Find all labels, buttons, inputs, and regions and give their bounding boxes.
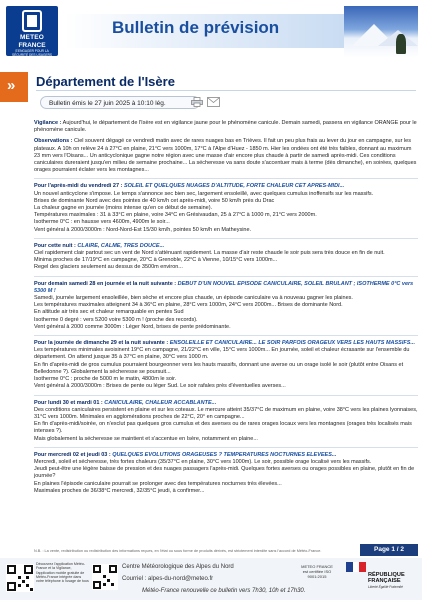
page-footer xyxy=(0,558,422,600)
forecast-block xyxy=(34,340,418,390)
bulletin-content xyxy=(34,120,418,499)
forecast-line: En altitude air très sec et chaleur remarquable en pentes Sud xyxy=(34,309,184,316)
forecast-line: Les températures maximales atteignent 34 à 36°C en plaine, 28°C vers 1000m, 24°C vers 2000m... Brises de dominante Nord. xyxy=(34,302,343,309)
issued-date: Bulletin émis le 27 juin 2025 à 10:10 lég. xyxy=(40,96,200,109)
forecast-block xyxy=(34,281,418,331)
forecast-heading: Pour la journée de dimanche 29 et la nuit suivante : xyxy=(34,340,170,347)
forecast-heading: Pour lundi 30 et mardi 01 : xyxy=(34,399,105,406)
mail-icon[interactable] xyxy=(207,97,220,107)
section-arrow-icon: » xyxy=(0,72,28,102)
print-icon[interactable] xyxy=(191,97,203,107)
forecast-block xyxy=(34,243,418,272)
divider xyxy=(34,395,418,396)
logo-mark-icon xyxy=(22,10,42,32)
republic-motto: Liberté Égalité Fraternité xyxy=(368,585,403,589)
legal-notice: N.B. : La vente, redistribution ou redistribution des informations reçues, en l'état ou sous forme de produits dérivés, est strictement interdite sans l'accord de Météo-France. xyxy=(34,549,322,553)
observations-paragraph xyxy=(34,138,418,174)
divider xyxy=(34,335,418,336)
forecast-line: Maximales proches de 36/38°C mercredi, 32/35°C jeudi, à confirmer... xyxy=(34,487,205,494)
logo-line1: METEO xyxy=(19,34,45,41)
forecast-line: La chaleur gagne en journée (moins intense qu'en ce début de semaine). xyxy=(34,205,213,212)
page-number: Page 1 / 2 xyxy=(360,544,418,556)
forecast-line: En plaines l'épisode caniculaire pourrait se prolonger avec des températures nocturnes très élevées... xyxy=(34,480,282,487)
page-header xyxy=(0,0,422,62)
vigilance-paragraph xyxy=(34,120,418,134)
header-photo xyxy=(344,6,418,58)
iso-certification: METEO FRANCE est certifiée ISO 9001:2015 xyxy=(301,564,333,579)
app-promo-text: Découvrez l'application Météo-France et la Vigilance, l'application mobile gratuite de Météo-France intégrée dans votre téléphone à l'usage de tous xyxy=(36,562,89,584)
forecast-center-name: Centre Météorologique des Alpes du Nord xyxy=(122,564,234,570)
divider xyxy=(34,238,418,239)
vigilance-label: Vigilance : xyxy=(34,120,62,126)
forecast-line: Regel des glaciers seulement au dessus de 3500m environ... xyxy=(34,264,183,271)
meteo-france-logo xyxy=(6,6,58,56)
forecast-block xyxy=(34,400,418,443)
forecast-line: Mais globalement la sécheresse se maintient et s'accentue en Isère, notamment en plaine... xyxy=(34,435,258,442)
forecast-headline: SOLEIL ET QUELQUES NUAGES D'ALTITUDE, FORTE CHALEUR CET APRES-MIDI... xyxy=(123,183,345,190)
forecast-line: Vent général à 2000/3000m : Nord-Nord-Est 15/30 km/h, pointes 50 km/h en Matheysine. xyxy=(34,226,252,233)
forecast-headline: QUELQUES EVOLUTIONS ORAGEUSES ? TEMPERATURES NOCTURNES ELEVEES... xyxy=(112,451,337,458)
divider xyxy=(34,447,418,448)
republic-line2: FRANÇAISE xyxy=(368,578,401,584)
republic-line1: RÉPUBLIQUE xyxy=(368,572,405,578)
forecast-heading: Pour l'après-midi du vendredi 27 : xyxy=(34,183,124,190)
logo-tagline: S'ENGAGER POUR LA SÉCURITÉ DES USAGERS xyxy=(11,49,53,57)
divider xyxy=(36,90,416,91)
republique-francaise-logo xyxy=(346,562,418,596)
forecast-line: Mercredi, soleil et sécheresse, très fortes chaleurs (35/37°C en plaine, 30°C vers 1000m). Le soir, possible orage localisé vers les massifs. xyxy=(34,458,372,465)
observations-text: Ciel souvent dégagé ce vendredi matin avec de rares nuages bas en Trièves. Il fait un peu plus frais au lever du jour en campagne, sur les plateaux. A 10h on relève 24 à 27°C en plaine, 21°C vers 1000m, 17°C à l'Alpe d'Huez - 1850 m. Hier les ondées ont été très faibles, donnant au maximum 23 mm vers l'Oisans... Un anticyclonique gagne notre région avec une masse d'air encore plus chaude à partir de samedi après-midi. Ces conditions caniculaires dureraient jusqu'en milieu de semaine prochaine... La sécheresse va sans doute s'accentuer mais à terme (dès dimanche), en soirées, quelques orages pourraient éclater vers les montagnes... xyxy=(34,138,417,174)
forecast-line: En fin d'après-midi/soirée, on n'exclut pas quelques gros cumulus et des averses ou de rares orages locaux vers les montagnes (orages très localisés mais intenses ?). xyxy=(34,421,412,435)
forecast-line: Les températures minimales avoisinent 19°C en campagne, 21/22°C en ville, 15°C vers 1000m... En journée, soleil et chaleur écrasante sur l'ensemble du département. On attend jusque 35 à 37°C en plaine, 30°C vers 1000 m. xyxy=(34,347,410,361)
forecast-line: Isotherme 0 degré : vers 5200 voire 5300 m ! (proche des records). xyxy=(34,316,198,323)
divider xyxy=(34,178,418,179)
forecast-headline: ENSOLEILLE ET CANICULAIRE... LE SOIR PARFOIS ORAGEUX VERS LES HAUTS MASSIFS... xyxy=(169,340,415,347)
department-title: Département de l'Isère xyxy=(36,74,175,89)
contact-email[interactable]: Courriel : alpes-du-nord@meteo.fr xyxy=(122,576,214,582)
forecast-line: Des conditions caniculaires persistent en plaine et sur les coteaux. Le mercure atteint 35/37°C de maximum en plaine, voire 38°C vers les plaines lyonnaises, 31°C vers 1000m. Minimales en agglomérations proches de 22°C, 20° en campagne... xyxy=(34,406,418,420)
forecast-line: Températures maximales : 31 à 33°C en plaine, voire 34°C en Grésivaudan, 25 à 27°C à 1000 m, 21°C vers 2000m. xyxy=(34,212,317,219)
forecast-block xyxy=(34,452,418,495)
app-qr-code-icon[interactable] xyxy=(6,564,34,592)
forecast-line: Samedi, journée largement ensoleillée, bien sèche et encore plus chaude, un épisode caniculaire va à nouveau gagner les plaines. xyxy=(34,295,353,302)
forecast-heading: Pour demain samedi 28 en journée et la nuit suivante : xyxy=(34,280,178,287)
french-flag-icon xyxy=(346,562,366,572)
forecast-line: Minima proches de 17/19°C en campagne, 20°C à Grenoble, 22°C à Vienne, 10/15°C vers 1000m... xyxy=(34,257,278,264)
page-title: Bulletin de prévision xyxy=(112,18,280,37)
forecast-line: Vent général à 2000 comme 3000m : Léger Nord, brises de pente prédominante. xyxy=(34,323,231,330)
forecast-headline: DEBUT D'UN NOUVEL EPISODE CANICULAIRE, SOLEIL BRULANT ; ISOTHERME 0°C vers 5300 M ! xyxy=(34,280,414,294)
forecast-heading: Pour cette nuit : xyxy=(34,242,78,249)
forecast-headline: CANICULAIRE, CHALEUR ACCABLANTE... xyxy=(104,399,217,406)
renewal-schedule: Météo-France renouvelle ce bulletin vers 7h30, 10h et 17h30. xyxy=(142,588,306,594)
forecast-line: Un nouvel anticyclone s'impose. Le temps s'annonce sec bien sec, largement ensoleillé, avec quelques cumulus inoffensifs sur les massifs. xyxy=(34,190,374,197)
forecast-heading: Pour mercredi 02 et jeudi 03 : xyxy=(34,451,113,458)
forecast-line: Isotherme 0°C : en hausse vers 4600m, 4900m le soir... xyxy=(34,219,170,226)
observations-label: Observations : xyxy=(34,138,73,145)
forecast-headline: CLAIRE, CALME, TRES DOUCE... xyxy=(77,242,165,249)
vigilance-qr-code-icon[interactable] xyxy=(92,564,118,590)
logo-line2: FRANCE xyxy=(18,42,46,49)
forecast-line: En fin d'après-midi de gros cumulus pourraient bourgeonner vers les hauts massifs, donnant une averse ou un orage isolé le soir (plutôt entre Oisans et Belledonne ?). Globalement la sécheresse se poursuit... xyxy=(34,361,404,375)
forecast-block xyxy=(34,183,418,233)
divider xyxy=(34,276,418,277)
forecast-line: Ciel rapidement clair partout sec un vent de Nord s'atténuant rapidement. La masse d'air reste chaude le soir puis sera très douce en fin de nuit. xyxy=(34,250,385,257)
forecast-line: Brises de dominante Nord avec des pointes de 40 km/h cet après-midi, voire 50 km/h près du Drac xyxy=(34,197,275,204)
forecast-line: Jeudi peut-être une légère baisse de pression et des nuages passagers l'après-midi. Quelques fortes averses ou orages possibles en plaine, plutôt en fin de journée? xyxy=(34,466,415,480)
forecast-line: Isotherme 0°C : proche de 5000 m le matin, 4800m le soir. xyxy=(34,376,177,383)
forecast-line: Vent général à 2000/3000m : Brises de pente ou léger Sud. Le soir rafales près d'éventuelles averses... xyxy=(34,383,286,390)
vigilance-text: Aujourd'hui, le département de l'Isère est en vigilance jaune pour le phénomène canicule. Demain samedi, passera en vigilance ORANGE pour le phénomène canicule. xyxy=(34,120,417,134)
